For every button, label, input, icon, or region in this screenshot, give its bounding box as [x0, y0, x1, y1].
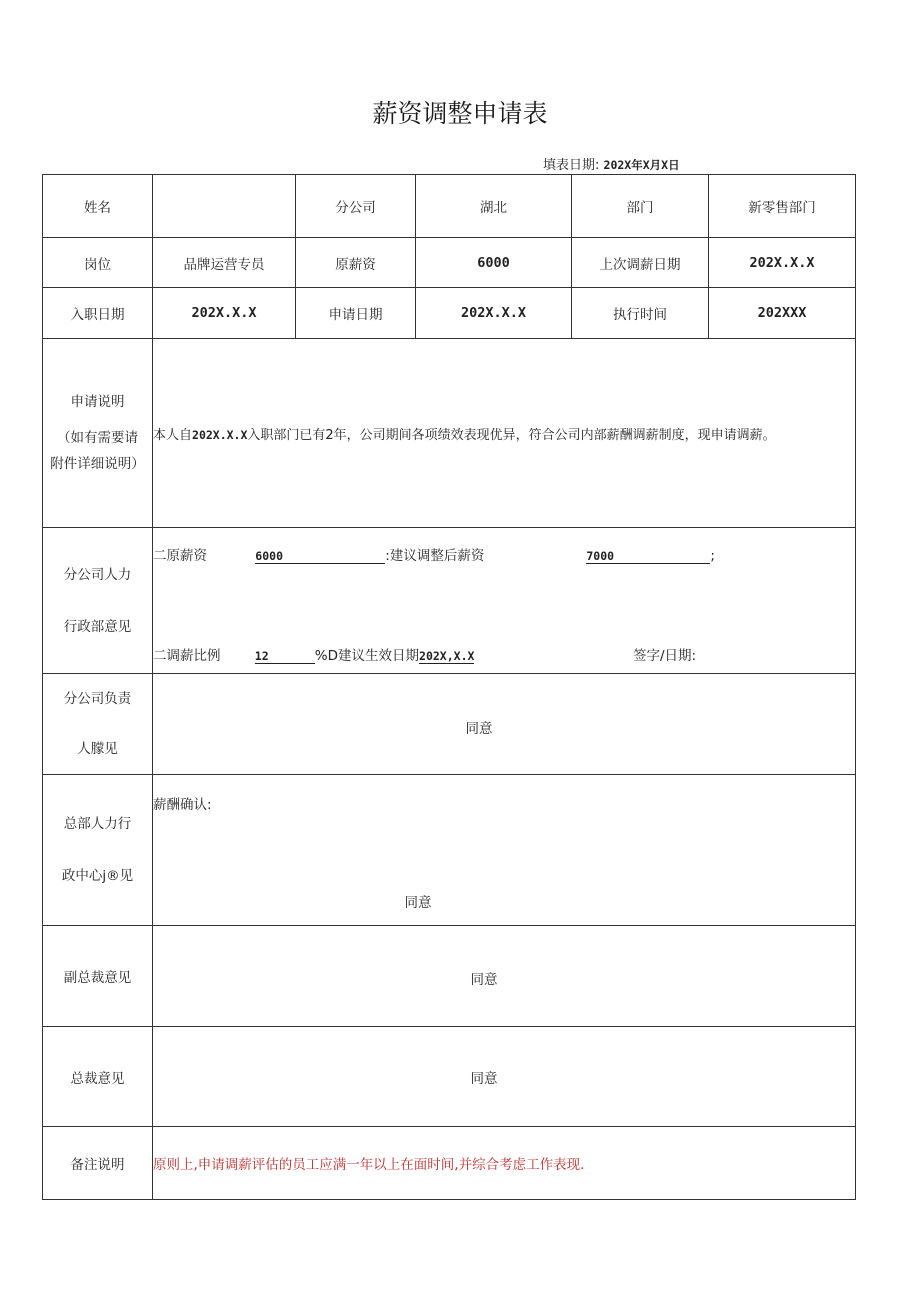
hr-opinion-content[interactable] [153, 528, 856, 674]
row-branch-head [43, 674, 856, 775]
exec-time-label: 执行时间 [572, 288, 709, 339]
hr-end-1: ; [710, 548, 715, 564]
branch-head-label-line2: 人朦见 [77, 741, 118, 757]
apply-date-label: 申请日期 [296, 288, 416, 339]
row-hr-opinion [43, 528, 856, 674]
hr-new-salary-value[interactable]: 7000 [586, 549, 710, 564]
page-title: 薪资调整申请表 [372, 99, 548, 128]
hr-ratio-value[interactable]: 12 [255, 649, 315, 664]
explain-label [43, 339, 153, 528]
hr-orig-salary-value[interactable]: 6000 [255, 549, 385, 564]
row-vp [43, 926, 856, 1027]
row-basic-2 [43, 238, 856, 288]
position-label: 岗位 [43, 238, 153, 288]
fill-date [543, 154, 680, 173]
salary-adjust-form [42, 174, 856, 1200]
fill-date-value: 202X年X月X日 [603, 158, 680, 172]
branch-head-value: 同意 [465, 721, 493, 737]
explain-text-pre: 本人自 [153, 427, 193, 443]
vp-opinion[interactable] [153, 926, 856, 1027]
row-hq-hr [43, 775, 856, 926]
fill-date-label: 填表日期: [543, 158, 600, 173]
hr-sign-label: 签字/日期: [633, 648, 697, 664]
row-president [43, 1027, 856, 1127]
ratio-prefix: 二调薪比例 [153, 648, 221, 664]
branch-label: 分公司 [296, 175, 416, 238]
branch-head-label-line1: 分公司负责 [63, 691, 132, 707]
hq-hr-label [43, 775, 153, 926]
remark-label: 备注说明 [43, 1127, 153, 1200]
row-basic-1 [43, 175, 856, 238]
dept-label: 部门 [572, 175, 709, 238]
explain-text[interactable] [153, 339, 856, 528]
hire-date-field[interactable]: 202X.X.X [153, 288, 296, 339]
dept-field[interactable]: 新零售部门 [709, 175, 856, 238]
explain-label-line3: 附件详细说明） [50, 456, 145, 472]
orig-salary-field[interactable]: 6000 [416, 238, 572, 288]
hr-sep-1: :建议调整后薪资 [385, 548, 485, 564]
branch-field[interactable]: 湖北 [416, 175, 572, 238]
hq-hr-opinion[interactable] [153, 775, 856, 926]
vp-value: 同意 [470, 972, 498, 988]
president-label: 总裁意见 [43, 1027, 153, 1127]
hq-hr-value: 同意 [404, 895, 432, 911]
hr-opinion-label-line1: 分公司人力 [63, 566, 132, 583]
explain-text-date: 202X.X.X [192, 427, 248, 442]
name-label: 姓名 [43, 175, 153, 238]
hq-hr-label-line1: 总部人力行 [63, 816, 132, 832]
last-adjust-field[interactable]: 202X.X.X [709, 238, 856, 288]
orig-salary-prefix: 二原薪资 [153, 548, 207, 564]
president-opinion[interactable] [153, 1027, 856, 1127]
apply-date-field[interactable]: 202X.X.X [416, 288, 572, 339]
branch-head-label [43, 674, 153, 775]
position-field[interactable]: 品牌运营专员 [153, 238, 296, 288]
hr-effective-date[interactable]: 202X,X.X [419, 649, 475, 663]
explain-label-line2: （如有需要请 [57, 430, 138, 446]
row-remark [43, 1127, 856, 1200]
hr-opinion-label-line2: 行政部意见 [63, 618, 132, 635]
president-value: 同意 [470, 1070, 498, 1087]
salary-confirm-label: 薪酬确认: [153, 797, 212, 813]
exec-time-field[interactable]: 202XXX [709, 288, 856, 339]
orig-salary-label: 原薪资 [296, 238, 416, 288]
explain-text-post: 入职部门已有2年，公司期间各项绩效表现优异，符合公司内部薪酬调薪制度，现申请调薪。 [247, 427, 776, 443]
row-basic-3 [43, 288, 856, 339]
hr-sep-2: %D建议生效日期 [314, 648, 420, 664]
remark-text: 原则上,申请调薪评估的员工应满一年以上在面时间,并综合考虑工作表现. [153, 1127, 856, 1200]
vp-label: 副总裁意见 [43, 926, 153, 1027]
last-adjust-label: 上次调薪日期 [572, 238, 709, 288]
row-explain [43, 339, 856, 528]
explain-label-line1: 申请说明 [70, 394, 125, 410]
hire-date-label: 入职日期 [43, 288, 153, 339]
hr-opinion-label [43, 528, 153, 674]
name-field[interactable] [153, 175, 296, 238]
branch-head-opinion[interactable] [153, 674, 856, 775]
hq-hr-label-line2: 政中心j®见 [61, 868, 134, 884]
